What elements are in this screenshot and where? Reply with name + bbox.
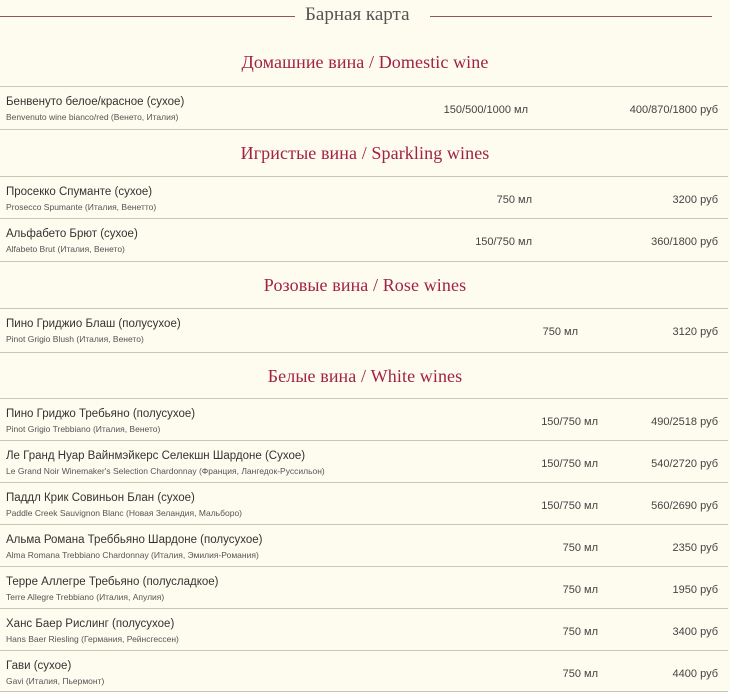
item-volume: 750 мл (542, 326, 578, 338)
item-subtitle: Alma Romana Trebbiano Chardonnay (Италия, Эмилия-Романия) (6, 550, 259, 560)
item-volume: 750 мл (562, 584, 598, 596)
item-subtitle: Prosecco Spumante (Италия, Венетто) (6, 202, 157, 212)
item-price: 540/2720 руб (651, 458, 718, 470)
title-divider-right (430, 16, 712, 17)
item-volume: 150/750 мл (541, 500, 598, 512)
item-name: Пино Гриджо Требьяно (полусухое) (6, 408, 196, 420)
item-subtitle: Terre Allegre Trebbiano (Италия, Апулия) (6, 592, 165, 602)
item-name: Альма Романа Треббьяно Шардоне (полусухое) (6, 534, 263, 546)
item-name: Пино Гриджио Блаш (полусухое) (6, 318, 181, 330)
section-title-domestic: Домашние вина / Domestic wine (241, 52, 489, 72)
item-volume: 150/500/1000 мл (443, 104, 528, 116)
item-name: Бенвенуто белое/красное (сухое) (6, 96, 185, 108)
item-name: Просекко Спуманте (сухое) (6, 186, 153, 198)
menu-item (0, 218, 728, 262)
item-name: Терре Аллегре Требьяно (полусладкое) (6, 576, 219, 588)
menu-item (0, 308, 728, 353)
item-volume: 150/750 мл (475, 236, 532, 248)
item-name: Гави (сухое) (6, 660, 72, 672)
item-subtitle: Le Grand Noir Winemaker's Selection Chardonnay (Франция, Лангедок-Руссильон) (6, 466, 325, 476)
item-volume: 750 мл (562, 542, 598, 554)
item-subtitle: Hans Baer Riesling (Германия, Рейнсгессен) (6, 634, 179, 644)
item-price: 490/2518 руб (651, 416, 718, 428)
item-price: 3200 руб (672, 194, 718, 206)
section-title-sparkling: Игристые вина / Sparkling wines (240, 143, 490, 163)
menu-item (0, 608, 728, 651)
menu-title-bar (0, 0, 730, 34)
menu-item (0, 398, 728, 441)
title-divider-left (0, 16, 295, 17)
item-price: 400/870/1800 руб (629, 104, 718, 116)
item-price: 3400 руб (672, 626, 718, 638)
item-price: 1950 руб (672, 584, 718, 596)
item-subtitle: Benvenuto wine bianco/red (Венето, Италия) (6, 112, 179, 122)
menu-item (0, 524, 728, 567)
item-price: 360/1800 руб (651, 236, 718, 248)
item-subtitle: Gavi (Италия, Пьермонт) (6, 676, 105, 686)
item-volume: 750 мл (562, 668, 598, 680)
item-subtitle: Pinot Grigio Trebbiano (Италия, Венето) (6, 424, 161, 434)
item-price: 560/2690 руб (651, 500, 718, 512)
page-title: Барная карта (305, 4, 410, 25)
item-volume: 150/750 мл (541, 458, 598, 470)
menu-item (0, 566, 728, 609)
item-name: Ханс Баер Рислинг (полусухое) (6, 618, 175, 630)
menu-item (0, 482, 728, 525)
item-price: 2350 руб (672, 542, 718, 554)
item-subtitle: Paddle Creek Sauvignon Blanc (Новая Зеландия, Мальборо) (6, 508, 242, 518)
item-name: Ле Гранд Нуар Вайнмэйкерс Селекшн Шардоне (Сухое) (6, 450, 306, 462)
item-subtitle: Pinot Grigio Blush (Италия, Венето) (6, 334, 144, 344)
menu-item (0, 86, 728, 130)
menu-item (0, 440, 728, 483)
item-volume: 150/750 мл (541, 416, 598, 428)
item-name: Паддл Крик Совиньон Блан (сухое) (6, 492, 195, 504)
item-volume: 750 мл (496, 194, 532, 206)
menu-item (0, 650, 728, 692)
section-title-white: Белые вина / White wines (267, 366, 463, 386)
menu-item (0, 176, 728, 219)
item-subtitle: Alfabeto Brut (Италия, Венето) (6, 244, 125, 254)
item-volume: 750 мл (562, 626, 598, 638)
item-price: 3120 руб (672, 326, 718, 338)
item-price: 4400 руб (672, 668, 718, 680)
item-name: Альфабето Брют (сухое) (6, 228, 138, 240)
section-title-rose: Розовые вина / Rose wines (263, 275, 467, 295)
